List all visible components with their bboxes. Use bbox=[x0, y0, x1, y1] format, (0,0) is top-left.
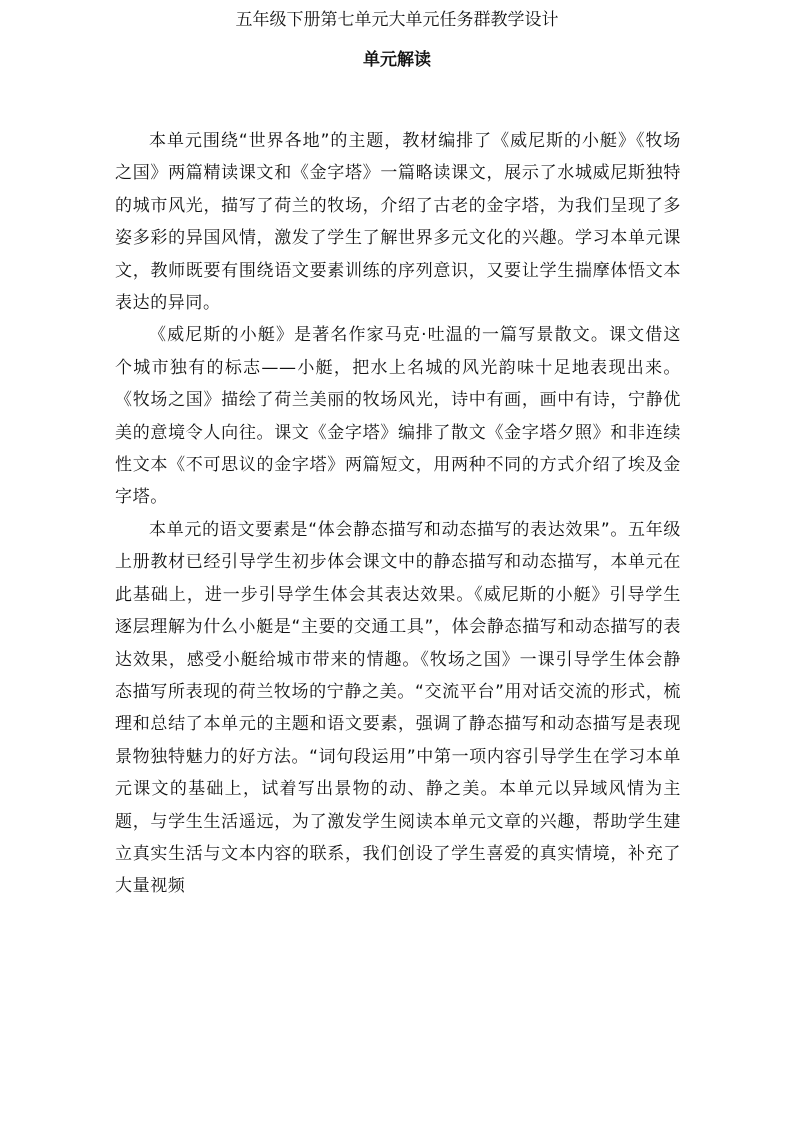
document-body bbox=[115, 125, 681, 903]
body-paragraph: 本单元围绕“世界各地”的主题，教材编排了《威尼斯的小艇》《牧场之国》两篇精读课文和《金字塔》一篇略读课文，展示了水城威尼斯独特的城市风光，描写了荷兰的牧场，介绍了古老的金字塔，为我们呈现了多姿多彩的异国风情，激发了学生了解世界多元文化的兴趣。学习本单元课文，教师既要有围绕语文要素训练的序列意识，又要让学生揣摩体悟文本表达的异同。 bbox=[115, 131, 681, 314]
section-heading: 单元解读 bbox=[363, 50, 431, 70]
body-paragraph: 《威尼斯的小艇》是著名作家马克·吐温的一篇写景散文。课文借这个城市独有的标志——小艇，把水上名城的风光韵味十足地表现出来。《牧场之国》描绘了荷兰美丽的牧场风光，诗中有画，画中有诗，宁静优美的意境令人向往。课文《金字塔》编排了散文《金字塔夕照》和非连续性文本《不可思议的金字塔》两篇短文，用两种不同的方式介绍了埃及金字塔。 bbox=[115, 325, 681, 508]
document-title: 五年级下册第七单元大单元任务群教学设计 bbox=[235, 10, 559, 30]
body-paragraph: 本单元的语文要素是“体会静态描写和动态描写的表达效果”。五年级上册教材已经引导学生初步体会课文中的静态描写和动态描写，本单元在此基础上，进一步引导学生体会其表达效果。《威尼斯的小艇》引导学生逐层理解为什么小艇是“主要的交通工具”，体会静态描写和动态描写的表达效果，感受小艇给城市带来的情趣。《牧场之国》一课引导学生体会静态描写所表现的荷兰牧场的宁静之美。“交流平台”用对话交流的形式，梳理和总结了本单元的主题和语文要素，强调了静态描写和动态描写是表现景物独特魅力的好方法。“词句段运用”中第一项内容引导学生在学习本单元课文的基础上，试着写出景物的动、静之美。本单元以异域风情为主题，与学生生活遥远，为了激发学生阅读本单元文章的兴趣，帮助学生建立真实生活与文本内容的联系，我们创设了学生喜爱的真实情境，补充了大量视频 bbox=[115, 519, 681, 897]
